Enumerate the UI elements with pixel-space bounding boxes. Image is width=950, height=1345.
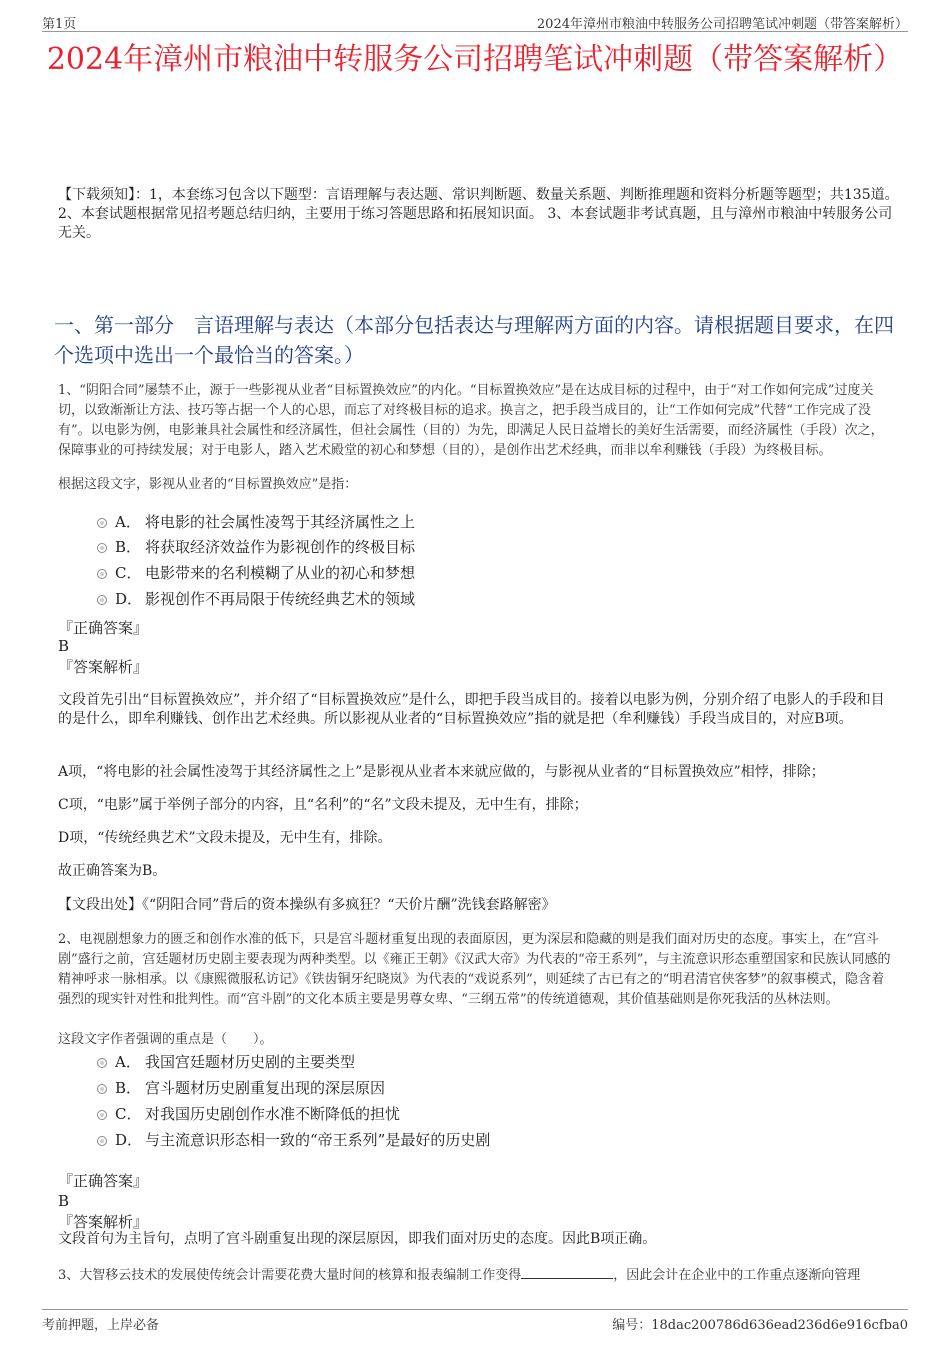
fill-blank [521,1266,613,1279]
option-text: 电影带来的名利模糊了从业的初心和梦想 [145,564,416,582]
q2-question: 这段文字作者强调的重点是（ ）。 [58,1032,273,1047]
q1-option-b[interactable] [97,536,597,558]
footer-code: 编号：18dac200786d636ead236d6e916cfba0 [612,1318,908,1333]
radio-icon[interactable] [97,1084,107,1094]
option-text: 我国宫廷题材历史剧的主要类型 [145,1053,356,1071]
option-letter: B． [115,538,142,556]
option-letter: A． [115,1053,141,1071]
running-header-title: 2024年漳州市粮油中转服务公司招聘笔试冲刺题（带答案解析） [536,17,908,32]
q2-analysis: 文段首句为主旨句，点明了宫斗剧重复出现的深层原因，即我们面对历史的态度。因此B项正确。 [58,1231,657,1247]
section-heading: 一、第一部分 言语理解与表达（本部分包括表达与理解两方面的内容。请根据题目要求，在四个选项中选出一个最恰当的答案。） [54,313,894,367]
option-text: 对我国历史剧创作水准不断降低的担忧 [145,1105,401,1123]
q1-analysis-para: 文段首先引出“目标置换效应”，并介绍了“目标置换效应”是什么，即把手段当成目的。接着以电影为例，分别介绍了电影人的手段和目的是什么，即牟利赚钱、创作出艺术经典。所以影视从业者的“目标置换效应”指的就是把（牟利赚钱）手段当成目的，对应B项。 [58,692,885,727]
option-letter: D． [115,1131,143,1149]
q2-stem: 2、电视剧想象力的匮乏和创作水准的低下，只是宫斗题材重复出现的表面原因，更为深层和隐藏的则是我们面对历史的态度。事实上，在“宫斗剧”盛行之前，宫廷题材历史剧主要表现为两种类型。以《雍正王朝》《汉武大帝》为代表的“帝王系列”，与主流意识形态重塑国家和民族认同感的精神呼求一脉相承。以《康熙微服私访记》《铁齿铜牙纪晓岚》为代表的“戏说系列”，则延续了古已有之的“明君清官侠客梦”的叙事模式，隐含着强烈的现实针对性和批判性。而“宫斗剧”的文化本质主要是男尊女卑、“三纲五常”的传统道德观，其价值基础则是你死我活的丛林法则。 [58,932,891,1007]
q2-option-d[interactable] [97,1129,657,1151]
radio-icon[interactable] [97,543,107,553]
q1-question: 根据这段文字，影视从业者的“目标置换效应”是指： [58,477,358,492]
footer-slogan: 考前押题，上岸必备 [42,1318,160,1333]
header-rule [42,31,908,32]
q1-answer: B [58,637,70,655]
option-letter: C． [115,564,142,582]
q2-answer-label: 『正确答案』 [58,1172,149,1190]
q1-analysis-label: 『答案解析』 [58,658,149,676]
option-text: 将获取经济效益作为影视创作的终极目标 [145,538,416,556]
radio-icon[interactable] [97,518,107,528]
option-text: 影视创作不再局限于传统经典艺术的领域 [145,590,416,608]
q1-source: 【文段出处】《“阴阳合同”背后的资本操纵有多疯狂？“天价片酬”洗钱套路解密》 [58,897,556,913]
option-letter: A． [115,513,141,531]
q3-stem-before: 3、大智移云技术的发展使传统会计需要花费大量时间的核算和报表编制工作变得 [58,1268,522,1283]
q3-stem [58,1266,910,1286]
q1-option-d[interactable] [97,588,597,610]
option-letter: B． [115,1079,142,1097]
option-text: 将电影的社会属性凌驾于其经济属性之上 [145,513,416,531]
q1-answer-label: 『正确答案』 [58,619,149,637]
q1-analysis-c: C项，“电影”属于举例子部分的内容，且“名利”的“名”文段未提及，无中生有，排除； [58,797,588,813]
q3-stem-after: ，因此会计在企业中的工作重点逐渐向管理 [613,1268,861,1283]
radio-icon[interactable] [97,595,107,605]
q1-option-a[interactable] [97,511,597,533]
radio-icon[interactable] [97,569,107,579]
q1-option-c[interactable] [97,562,597,584]
document-title: 2024年漳州市粮油中转服务公司招聘笔试冲刺题（带答案解析） [46,42,904,77]
radio-icon[interactable] [97,1136,107,1146]
radio-icon[interactable] [97,1058,107,1068]
q2-option-c[interactable] [97,1103,657,1125]
q2-analysis-label: 『答案解析』 [58,1213,149,1231]
q1-conclusion: 故正确答案为B。 [58,863,167,879]
q2-option-b[interactable] [97,1077,657,1099]
page-number: 第1页 [42,17,77,32]
download-notice: 【下载须知】：1，本套练习包含以下题型：言语理解与表达题、常识判断题、数量关系题、判断推理题和资料分析题等题型；共135道。 2、本套试题根据常见招考题总结归纳，主要用于练习答题思路和拓展知识面。 3、本套试题非考试真题，且与漳州市粮油中转服务公司无关。 [58,187,899,241]
footer-rule [42,1309,908,1310]
option-letter: C． [115,1105,142,1123]
q2-option-a[interactable] [97,1051,657,1073]
option-text: 与主流意识形态相一致的“帝王系列”是最好的历史剧 [145,1131,491,1149]
q1-stem: 1、“阴阳合同”屡禁不止，源于一些影视从业者“目标置换效应”的内化。“目标置换效应”是在达成目标的过程中，由于“对工作如何完成”过度关切，以致渐渐让方法、技巧等占据一个人的心思，而忘了对终极目标的追求。换言之，把手段当成目的，让“工作如何完成”代替“工作完成了没有”。以电影为例，电影兼具社会属性和经济属性，但社会属性（目的）为先，即满足人民日益增长的美好生活需要，而经济属性（手段）次之，保障事业的可持续发展；对于电影人，踏入艺术殿堂的初心和梦想（目的），是创作出艺术经典，而非以牟利赚钱（手段）为终极目标。 [58,383,884,458]
radio-icon[interactable] [97,1110,107,1120]
q1-analysis-d: D项，“传统经典艺术”文段未提及，无中生有，排除。 [58,830,392,846]
option-letter: D． [115,590,143,608]
option-text: 宫斗题材历史剧重复出现的深层原因 [145,1079,386,1097]
q2-answer: B [58,1192,70,1210]
q1-analysis-a: A项，“将电影的社会属性凌驾于其经济属性之上”是影视从业者本来就应做的，与影视从业者的“目标置换效应”相悖，排除； [58,764,825,780]
